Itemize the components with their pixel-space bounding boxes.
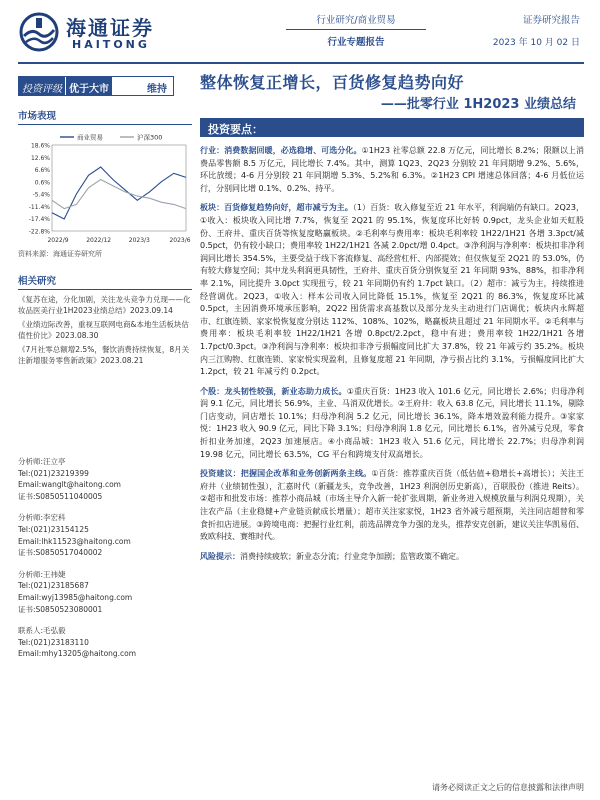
analyst-name: 分析师:李宏科 [18,513,66,523]
paragraph-head: 板块：百货修复趋势向好，超市减亏为主。 [200,203,353,213]
analyst-email[interactable]: Email:wanglt@haitong.com [18,480,121,490]
report-category-block [286,12,426,48]
analyst-tel: Tel:(021)23185687 [18,581,89,591]
paragraph-body: ①百货：推荐重庆百货（低估值+稳增长+高增长）；关注王府井（业绩韧性强），汇嘉时代（新疆龙头，竞争改善，1H23 利润创历史新高），百联股份（推进 Reits）。②超市和批发市场：推荐小商品城（市场主导介入新一轮扩张周期，新业务进入规模放量与利润兑现期），关注农产品（主业稳健+产业链贡献成长增量）；超市关注家家悦，1H23 省外减亏超预期，关注同店超替和零食折扣店进展。③跨境电商：把握行业红利，前选品牌竞争力强的龙头，推荐安克创新，建议关注华凯易佰、致欧科技、赛维时代。 [200,469,585,542]
list-item[interactable]: 《复苏在途，分化加剧，关注龙头竞争力兑现——化妆品医美行业1H2023业绩总结》2023.09.14 [18,295,191,315]
paragraph-advice [200,468,584,544]
paragraph-body: ①重庆百货：1H23 收入 101.6 亿元，同比增长 2.6%；归母净利润 9.1 亿元，同比增长 56.9%，主业、马消双优增长。②王府井：收入 63.8 亿元，同比增长 11.1%，剔除门店变动，同店增长 10.1%；归母净利润 5.2 亿元，同比增长 36.1%，降本增效盈利能力提升。③家家悦：1H23 收入 90.9 亿元，同比下降 3.1%；归母净利润 1.8 亿元，同比增长 6.1%，省外减亏兑现，零食折扣业务加速，2Q23 加速展店。④小商品城：1H23 收入 51.6 亿元，同比增长 22.7%；归母净利润 19.98 亿元，同比增长 63.5%，CG 平台和跨境支付双高增长。 [200,386,585,459]
x-tick-label: 2023/3 [128,237,150,244]
analyst-block [18,625,192,660]
company-logo [18,10,188,54]
paragraph-head: 风险提示： [200,551,240,561]
report-series: 证券研究报告 [522,15,580,26]
rating-label: 投资评级 [19,77,65,95]
x-tick-label: 2022/9 [47,237,69,244]
analyst-email[interactable]: Email:lhk11523@haitong.com [18,536,131,546]
footer-disclaimer: 请务必阅读正文之后的信息披露和法律声明 [432,783,584,792]
page-subtitle: ——批零行业 1H2023 业绩总结 [380,97,576,112]
y-tick-label: 6.6% [34,167,50,175]
paragraph-body: （1）百货：收入修复至近 21 年水平，利润端仍有缺口。2Q23，①收入：板块收入同比增 7.7%，恢复至 2Q21 的 95.1%，恢复度环比好转 0.9pct，龙头企业如天虹股份、王府井、重庆百货等恢复度略赢板块。②毛利率与费用率：板块毛利率较 1H22/1H21 各增 3.3pct/减 0.5pct，仍有较小缺口；费用率较 1H22/1H21 各减 2.0pct/增 0.4pct。③净利润与净利率：板块扣非净利润同比增长 354.5%，主要受益于线下客流修复、高经营杠杆、内部提效；但仅恢复至 2Q21 的 53.0%，仍有较大修复空间；其中龙头利润更具韧性，王府井、重庆百货分别恢复至 21 年同期 93%、88%，扣非净利率 2.1%，同比提升 3.0pct 实现扭亏，较 21 年同期仍有约 1.7pct 缺口。（2）超市：减亏为主，持续推进经营调优。2Q23，①收入：样本公司收入同比降低 15.1%，恢复至 2Q21 的 86.3%，恢复度环比减 0.5pct，主因消费环境承压影响，2Q22 囤货需求高基数以及部分龙头主动进行门店调优；板块内永辉超市、红旗连锁、家家悦恢复度分别达 112%、108%、102%，略赢板块且超过 21 年同期水平。②毛利率与费用率：板块毛利率较 1H22/1H21 各增 0.8pct/2.2pct，稳中有进；费用率较 1H22/1H21 各增 1.7pct/0.3pct。③净利润与净利率：板块扣非净亏损幅度同比扩大 37.8%，较 21 年减亏约 35.2%。板块内三江购物、红旗连锁、家家悦实现盈利，且修复度超 21 年同期，净亏损占比约 3.1%，亏损幅度同比扩大 1.2pct，较 21 年减亏约 0.2pct。 [200,203,584,377]
logo-text-en: HAITONG [72,38,150,51]
report-date: 2023 年 10 月 02 日 [492,38,580,48]
key-points-title: 投资要点： [200,118,584,137]
analyst-tel: Tel:(021)23183110 [18,637,89,647]
report-header [0,0,600,62]
market-chart-svg [18,129,192,247]
market-chart [18,129,192,247]
list-item[interactable]: 《业绩边际改善，重视互联网电商&本地生活板块估值性价比》2023.08.30 [18,320,189,340]
market-performance-label: 市场表现 [18,108,192,125]
x-tick-label: 2022/12 [86,237,112,244]
legend-label: 沪深300 [137,133,163,142]
list-item[interactable]: 《7月社零总额增2.5%，餐饮消费持续恢复，8月关注新增服务零售新政策》2023.08.21 [18,345,190,365]
analyst-cert: 证书:S0850511040005 [18,491,103,501]
analyst-block [18,512,192,558]
haitong-logo-icon [18,12,60,52]
report-meta [493,12,580,48]
paragraph-head: 行业：消费数据回暖，必选稳增、可选分化。 [200,146,362,155]
x-tick-label: 2023/6 [169,237,191,244]
analyst-name: 联系人:毛弘毅 [18,626,66,636]
page-title: 整体恢复正增长，百货修复趋势向好 [200,73,465,92]
key-points-section [200,118,584,570]
y-tick-label: 0.6% [34,179,50,187]
rating-value: 优于大市 [65,77,112,95]
report-category: 行业研究/商业贸易 [286,12,426,30]
analyst-list [18,456,192,670]
series-line [52,167,186,219]
logo-text-cn: 海通证券 [66,16,154,40]
chart-frame [52,145,186,231]
related-research-list [18,294,192,366]
paragraph-body: ①1H23 社零总额 22.8 万亿元，同比增长 8.2%；限额以上消费品零售额 8.5 万亿元，同比增长 7.4%。其中，测算 1Q23、2Q23 分别较 21 年同期增 9.2%、5.6%，环比放缓；4-6 月分别较 21 年同期增 5.3%、5.2%和 6.3%。②1H23 CPI 增速总体回落；4-6 月低位运行，分别同比增 0.1%、0.2%、持平。 [200,146,585,193]
paragraph-stocks [200,386,584,462]
y-tick-label: -17.4% [28,216,50,224]
paragraph-risk [200,551,584,564]
paragraph-head: 投资建议：把握国企改革和业务创新两条主线。 [200,469,372,479]
analyst-cert: 证书:S0850517040002 [18,548,103,558]
analyst-name: 分析师:汪立亭 [18,457,66,466]
chart-source: 资料来源：海通证券研究所 [18,250,102,258]
report-type: 行业专题报告 [327,37,385,48]
related-research-label: 相关研究 [18,273,192,290]
analyst-block [18,569,192,615]
paragraph-sector [200,202,584,378]
analyst-tel: Tel:(021)23154125 [18,524,89,534]
analyst-name: 分析师:王祎婕 [18,569,66,579]
sidebar [18,108,192,369]
series-line [52,180,186,209]
paragraph-industry [200,145,584,195]
analyst-email[interactable]: Email:wyj13985@haitong.com [18,592,133,602]
analyst-block [18,456,192,502]
y-tick-label: 18.6% [30,142,50,150]
y-tick-label: -5.4% [32,191,50,199]
rating-action: 维持 [147,84,167,95]
legend-label: 商业贸易 [77,133,103,142]
rating-badge [18,76,174,96]
analyst-cert: 证书:S0850523080001 [18,604,103,614]
header-divider [18,62,584,64]
y-tick-label: 12.6% [30,154,50,162]
paragraph-body: 消费持续疲软；新业态分流；行业竞争加剧；监管政策不确定。 [240,551,464,561]
paragraph-head: 个股：龙头韧性较强，新业态助力成长。 [200,386,347,396]
y-tick-label: -22.8% [28,228,50,236]
analyst-tel: Tel:(021)23219399 [18,468,89,478]
analyst-email[interactable]: Email:mhy13205@haitong.com [18,649,137,659]
y-tick-label: -11.4% [28,203,50,211]
